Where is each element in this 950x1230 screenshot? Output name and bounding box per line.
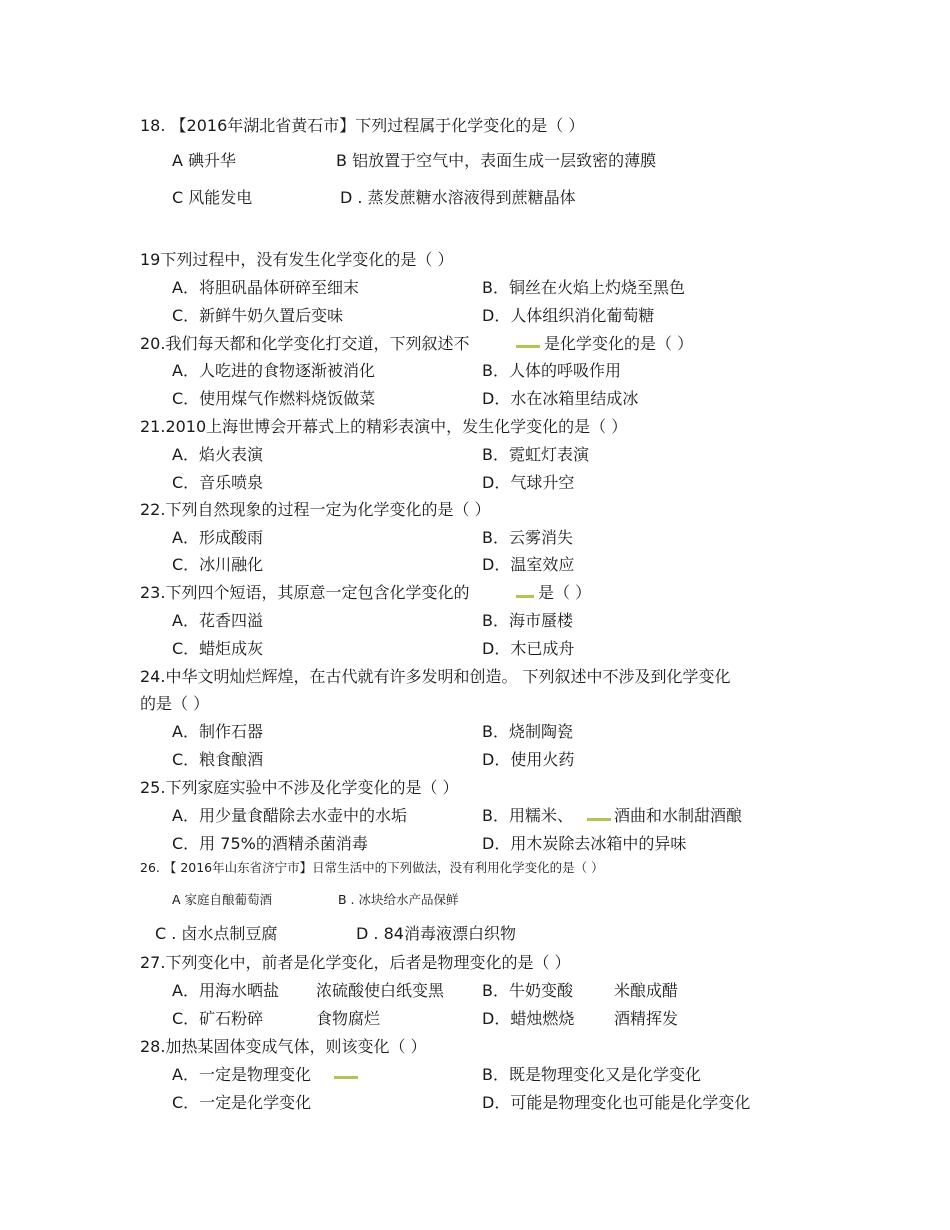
q19-option-b: B．铜丝在火焰上灼烧至黑色 [482,278,685,297]
q26-option-b: B . 冰块给水产品保鲜 [338,892,459,907]
q23-option-a: A．花香四溢 [172,611,263,630]
q25-option-d: D．用木炭除去冰箱中的异味 [482,834,687,853]
q27-option-b-first: B．牛奶变酸 [482,981,573,1000]
q27-option-c-second: 食物腐烂 [316,1009,381,1028]
q20-stem-part1: 20.我们每天都和化学变化打交道，下列叙述不 [140,334,470,353]
q26-stem: 26. 【 2016年山东省济宁市】日常生活中的下列做法，没有利用化学变化的是（ ） [140,860,604,875]
q18-option-a: A 碘升华 [172,151,237,170]
q28-option-b: B．既是物理变化又是化学变化 [482,1065,701,1084]
q18-option-b: B 铝放置于空气中，表面生成一层致密的薄膜 [336,151,657,170]
q24-stem-line2: 的是（ ） [140,694,210,713]
q22-option-b: B．云雾消失 [482,528,573,547]
q25-option-a: A．用少量食醋除去水壶中的水垢 [172,806,407,825]
q25-option-b-part2: 酒曲和水制甜酒酿 [614,806,743,825]
q22-stem: 22.下列自然现象的过程一定为化学变化的是（ ） [140,500,491,519]
q24-stem-line1: 24.中华文明灿烂辉煌，在古代就有许多发明和创造。 下列叙述中不涉及到化学变化 [140,667,731,686]
q20-option-b: B．人体的呼吸作用 [482,361,621,380]
q21-option-c: C．音乐喷泉 [172,473,264,492]
q19-option-d: D．人体组织消化葡萄糖 [482,306,655,325]
q19-stem: 19下列过程中，没有发生化学变化的是（ ） [140,250,454,269]
q25-stem: 25.下列家庭实验中不涉及化学变化的是（ ） [140,778,459,797]
q27-option-d-first: D．蜡烛燃烧 [482,1009,575,1028]
q27-option-b-second: 米酿成醋 [614,981,679,1000]
q18-option-c: C 风能发电 [172,188,253,207]
q28-stem: 28.加热某固体变成气体，则该变化（ ） [140,1037,427,1056]
q21-option-b: B．霓虹灯表演 [482,445,589,464]
q27-option-d-second: 酒精挥发 [614,1009,679,1028]
q19-option-a: A．将胆矾晶体研碎至细末 [172,278,359,297]
q20-option-d: D．水在冰箱里结成冰 [482,389,639,408]
q22-option-d: D．温室效应 [482,555,575,574]
q23-option-c: C．蜡炬成灰 [172,639,264,658]
q24-option-d: D．使用火药 [482,750,575,769]
q20-option-c: C．使用煤气作燃料烧饭做菜 [172,389,376,408]
q23-stem-part1: 23.下列四个短语，其原意一定包含化学变化的 [140,583,470,602]
q24-option-b: B．烧制陶瓷 [482,722,573,741]
q19-option-c: C．新鲜牛奶久置后变味 [172,306,344,325]
q27-option-a-second: 浓硫酸使白纸变黑 [316,981,445,1000]
q28-option-c: C．一定是化学变化 [172,1093,312,1112]
q21-option-a: A．焰火表演 [172,445,263,464]
q26-option-a: A 家庭自酿葡萄酒 [172,892,273,907]
q24-option-c: C．粮食酿酒 [172,750,264,769]
q20-option-a: A．人吃进的食物逐渐被消化 [172,361,375,380]
q28-option-d: D．可能是物理变化也可能是化学变化 [482,1093,751,1112]
q23-stem-part2: 是（ ） [538,583,592,602]
q23-option-b: B．海市蜃楼 [482,611,573,630]
q25-option-b-part1: B．用糯米、 [482,806,573,825]
q18-option-d: D . 蒸发蔗糖水溶液得到蔗糖晶体 [340,188,576,207]
emphasis-mark [516,595,534,598]
q21-option-d: D．气球升空 [482,473,575,492]
q26-option-d: D . 84消毒液漂白织物 [356,924,516,943]
q27-option-a-first: A．用海水晒盐 [172,981,279,1000]
q25-option-c: C．用 75%的酒精杀菌消毒 [172,834,368,853]
q22-option-c: C．冰川融化 [172,555,264,574]
q24-option-a: A．制作石器 [172,722,263,741]
emphasis-mark [587,818,611,821]
q23-option-d: D．木已成舟 [482,639,575,658]
q18-stem: 18. 【2016年湖北省黄石市】下列过程属于化学变化的是（ ） [140,116,585,135]
q22-option-a: A．形成酸雨 [172,528,263,547]
emphasis-mark [516,345,540,348]
q26-option-c: C . 卤水点制豆腐 [155,924,278,943]
q20-stem-part2: 是化学变化的是（ ） [544,334,694,353]
emphasis-mark [334,1076,358,1079]
q27-stem: 27.下列变化中，前者是化学变化，后者是物理变化的是（ ） [140,953,571,972]
q27-option-c-first: C．矿石粉碎 [172,1009,264,1028]
q21-stem: 21.2010上海世博会开幕式上的精彩表演中，发生化学变化的是（ ） [140,417,628,436]
q28-option-a: A．一定是物理变化 [172,1065,311,1084]
